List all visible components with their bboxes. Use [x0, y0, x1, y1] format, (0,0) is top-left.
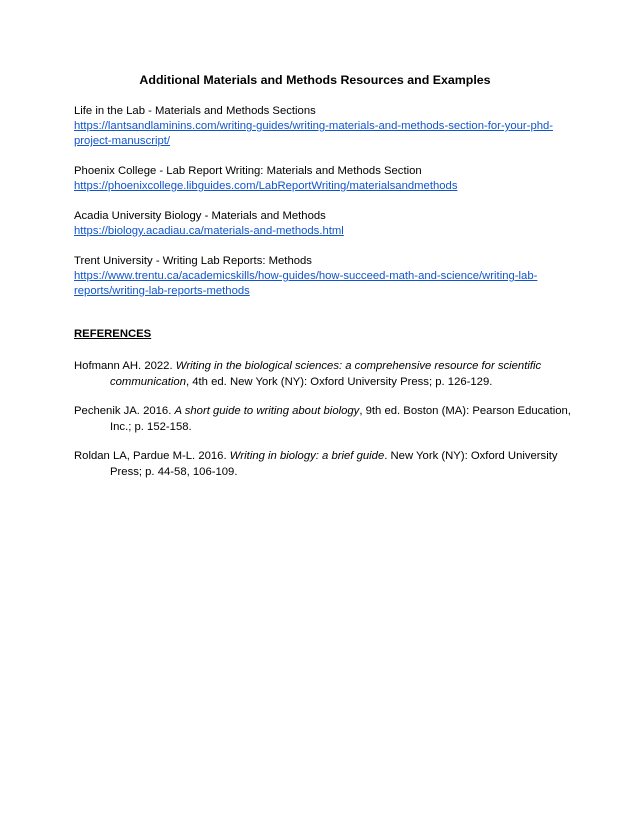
resource-trent-university — [74, 254, 574, 299]
page-title: Additional Materials and Methods Resources and Examples — [139, 73, 491, 87]
reference-lead: Roldan LA, Pardue M-L. 2016. — [74, 450, 230, 462]
reference-roldan — [74, 449, 585, 480]
reference-tail: , 9th ed. Boston (MA): Pearson Education, Inc.; p. 152-158. — [110, 405, 571, 433]
reference-title: A short guide to writing about biology — [174, 405, 360, 417]
resource-link[interactable] — [74, 179, 574, 194]
resource-link-line[interactable]: https://www.trentu.ca/academicskills/how-guides/how-succeed-math-and-science/writing-lab- — [74, 270, 538, 282]
resource-link-line[interactable]: project-manuscript/ — [74, 135, 171, 147]
reference-lead: Hofmann AH. 2022. — [74, 360, 176, 372]
reference-lead: Pechenik JA. 2016. — [74, 405, 175, 417]
resource-name: Phoenix College - Lab Report Writing: Materials and Methods Section — [74, 165, 422, 177]
reference-tail: . New York (NY): Oxford University Press; p. 44-58, 106-109. — [110, 450, 558, 478]
reference-title: Writing in the biological sciences: a comprehensive resource for scientific communication — [110, 360, 542, 388]
resource-link-line[interactable]: https://phoenixcollege.libguides.com/LabReportWriting/materialsandmethods — [74, 180, 458, 192]
resource-life-in-the-lab — [74, 104, 574, 149]
resource-link[interactable] — [74, 269, 574, 299]
resource-link-line[interactable]: reports/writing-lab-reports-methods — [74, 285, 250, 297]
reference-pechenik — [74, 404, 585, 435]
resource-link-line[interactable]: https://lantsandlaminins.com/writing-guides/writing-materials-and-methods-section-for-your-phd- — [74, 120, 554, 132]
resource-link[interactable] — [74, 224, 574, 239]
references-heading: REFERENCES — [74, 328, 152, 340]
resource-name: Life in the Lab - Materials and Methods Sections — [74, 105, 316, 117]
reference-hofmann — [74, 359, 585, 390]
resource-phoenix-college — [74, 164, 574, 194]
resource-name: Acadia University Biology - Materials and Methods — [74, 210, 326, 222]
reference-tail: , 4th ed. New York (NY): Oxford University Press; p. 126-129. — [185, 375, 493, 388]
resource-acadia-university — [74, 209, 574, 239]
resource-link-line[interactable]: https://biology.acadiau.ca/materials-and-methods.html — [74, 225, 344, 237]
resource-name: Trent University - Writing Lab Reports: Methods — [74, 255, 312, 267]
reference-title: Writing in biology: a brief guide — [229, 450, 385, 462]
resource-link[interactable] — [74, 119, 574, 149]
